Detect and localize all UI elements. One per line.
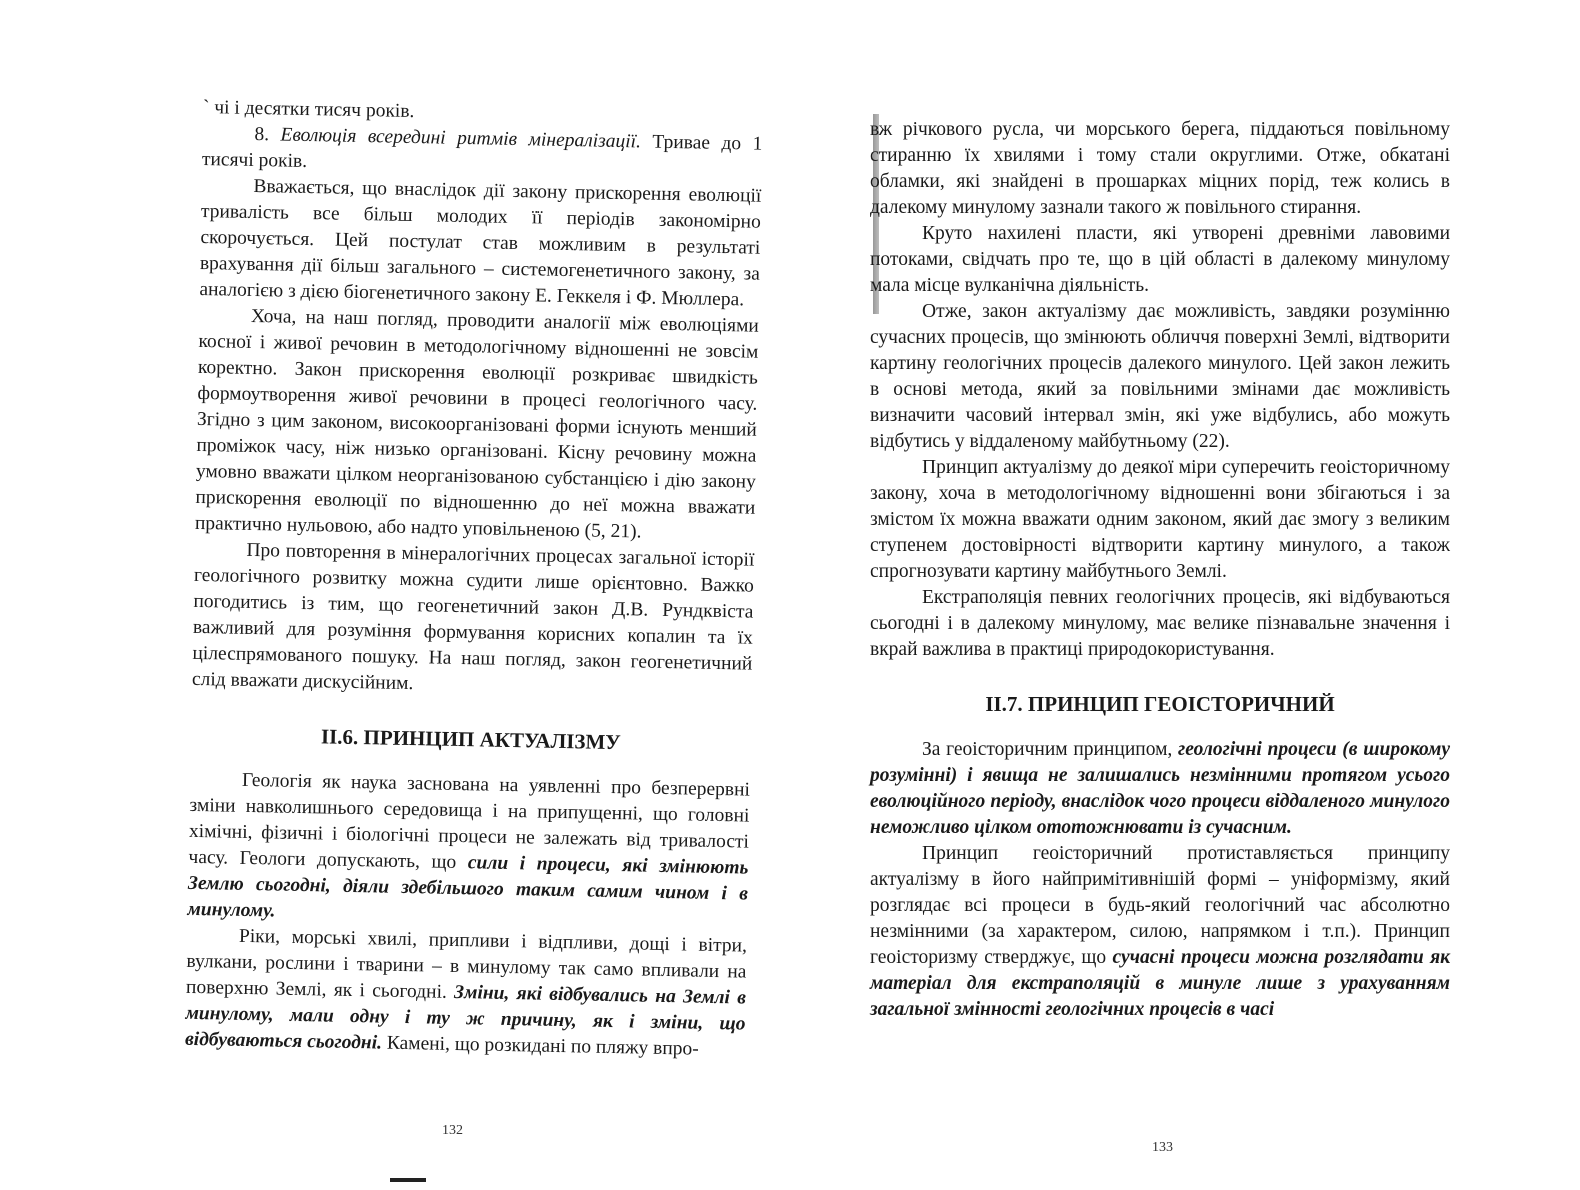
text-line: ` чі і десятки тисяч років. bbox=[202, 96, 415, 123]
section-heading: ІІ.7. ПРИНЦИП ГЕОІСТОРИЧНИЙ bbox=[985, 692, 1335, 716]
page-number: 132 bbox=[442, 1123, 463, 1138]
paragraph: Отже, закон актуалізму дає можливість, завдяки розумінню сучасних процесів, що змінюють обличчя поверхні Землі, відтворити картину геологічних процесів далекого минулого. Цей закон лежить в основі метода, який за повільними змінами дає можливість визначити часовий інтервал змін, які уже відбулись, або можуть відбутись у віддаленому майбутньому (22). bbox=[870, 301, 1450, 452]
right-page bbox=[870, 0, 1450, 1023]
emphasis-text: сили і процеси, які змінюють Землю сьогодні, діяли здебільшого таким самим чином і в минулому. bbox=[187, 852, 749, 922]
section-heading: ІІ.6. ПРИНЦИП АКТУАЛІЗМУ bbox=[320, 724, 621, 755]
text-span: За геоісторичним принципом, bbox=[922, 739, 1179, 760]
paragraph: Про повторення в мінералогічних процесах загальної історії геологічного розвитку можна судити лише орієнтовно. Важко погодитись із тим, що геогенетичний закон Д.В. Рундквіста важливий для розуміння формування корисних копалин та їх цілеспрямованого пошуку. На наш погляд, закон геогенетичний слід вважати дискусійним. bbox=[191, 539, 755, 695]
text-span: Принцип геоісторичний протиставляється принципу актуалізму в його найпримітивнішій формі – уніформізму, який розглядає всі процеси в будь-який геологічний час абсолютно незмінними (за характером, силою, напрямком і т.п.). Принцип геоісторизму стверджує, що bbox=[870, 843, 1450, 968]
paragraph: Хоча, на наш погляд, проводити аналогії між еволюціями косної і живої речовин в методологічному відношенні не зовсім коректно. Закон прискорення еволюції розкриває швидкість формоутворення живої речовини в процесі геологічного часу. Згідно з цим законом, високоорганізовані форми існують менший проміжок часу, ніж низько організовані. Кісну речовину можна умовно вважати цілком неорганізованою субстанцією і дію закону прискорення еволюції по відношенню до неї можна вважати практично нульовою, або надто уповільненою (5, 21). bbox=[194, 305, 760, 543]
text-span: Геологія як наука заснована на уявленні про безперервні зміни навколишнього середовища і на припущенні, що головні хімічні, фізичні і біологічні процеси не залежать від тривалості часу. Геологи допускають, що bbox=[188, 769, 751, 874]
text-span: Ріки, морські хвилі, припливи і відпливи, дощі і вітри, вулкани, рослини і тварини – в минулому так само впливали на поверхню Землі, як і сьогодні. bbox=[185, 925, 748, 1003]
text-span: 8. bbox=[254, 123, 281, 146]
emphasis-text: Зміни, які відбувались на Землі в минулому, мали одну і ту ж причину, як і зміни, що відбуваються сьогодні. bbox=[184, 981, 747, 1054]
paragraph bbox=[870, 841, 1450, 1023]
paragraph bbox=[870, 737, 1450, 841]
paragraph: Вважається, що внаслідок дії закону прискорення еволюції тривалість все більш молодих її періодів закономірно скорочується. Цей постулат став можливим в результаті врахування дії більш загального – системогенетичного закону, за аналогією з дією біогенетичного закону Е. Геккеля і Ф. Мюллера. bbox=[199, 175, 762, 311]
text-span: Камені, що розкидані по пляжу впро- bbox=[381, 1032, 699, 1060]
paragraph bbox=[187, 767, 750, 934]
paragraph: Екстраполяція певних геологічних процесів, які відбуваються сьогодні і в далекому минулому, має велике пізнавальне значення і вкрай важлива в практиці природокористування. bbox=[870, 587, 1450, 660]
text-span: Тривае до 1 тисячі років. bbox=[201, 131, 763, 172]
emphasis-text: сучасні процеси можна розглядати як матеріал для екстраполяцій в минуле лише з урахуванням загальної змінності геологічних процесів в часі bbox=[870, 947, 1451, 1020]
paragraph: Круто нахилені пласти, які утворені древніми лавовими потоками, свідчать про те, що в цій області в далекому минулому мала місце вулканічна діяльність. bbox=[870, 223, 1450, 296]
paragraph: вж річкового русла, чи морського берега, піддаються повільному стиранню їх хвилями і тому стали округлими. Отже, обкатані обламки, які знайдені в прошарках міцних порід, теж колись в далекому минулому зазнали такого ж повільного стирання. bbox=[870, 119, 1450, 218]
left-page bbox=[185, 0, 765, 1064]
paragraph bbox=[185, 923, 747, 1064]
scan-mark bbox=[390, 1178, 426, 1182]
emphasis-text: геологічні процеси (в широкому розумінні) і явища не залишались незмінними протягом усього еволюційного періоду, внаслідок чого процеси віддаленого минулого неможливо цілком ототожнювати із сучасним. bbox=[870, 739, 1450, 838]
page-number: 133 bbox=[1152, 1140, 1173, 1155]
paragraph: Принцип актуалізму до деякої міри суперечить геоісторичному закону, хоча в методологічному відношенні вони збігаються і за змістом їх можна вважати одним законом, який дає змогу з великим ступенем достовірності відтворити картину минулого, а також спрогнозувати картину майбутнього Землі. bbox=[870, 457, 1450, 582]
italic-text: Еволюція всередині ритмів мінералізації. bbox=[280, 124, 642, 153]
